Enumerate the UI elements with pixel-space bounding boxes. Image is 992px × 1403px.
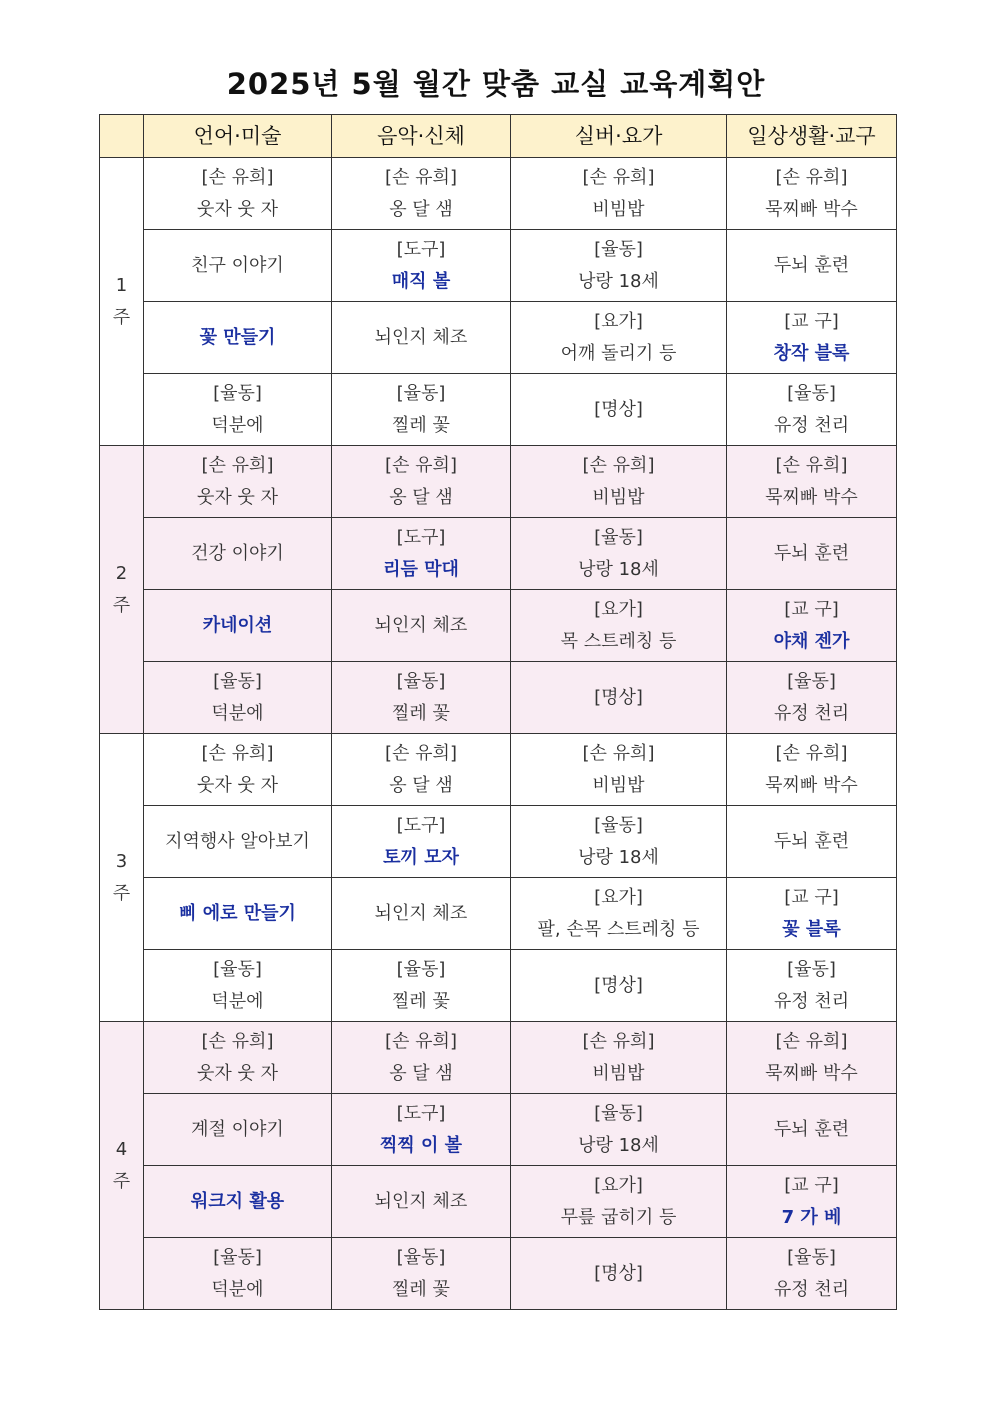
activity-name: 야채 젠가 [773, 630, 850, 652]
activity-tag: [손 유희] [385, 742, 457, 764]
cell-music-body [332, 806, 511, 878]
activity-name: 지역행사 알아보기 [165, 830, 310, 852]
cell-language-art [144, 734, 332, 806]
activity-name: 낭랑 18세 [578, 270, 659, 292]
cell-music-body [332, 230, 511, 302]
activity-tag: [손 유희] [582, 454, 655, 476]
activity-tag: [손 유희] [582, 742, 655, 764]
cell-language-art [144, 1238, 332, 1310]
cell-daily-tools [727, 806, 897, 878]
cell-silver-yoga [511, 1166, 727, 1238]
activity-name: [명상] [594, 686, 643, 708]
table-row [100, 878, 897, 950]
table-row [100, 374, 897, 446]
table-row [100, 950, 897, 1022]
activity-name: 덕분에 [211, 702, 264, 724]
activity-tag: [율동] [594, 1102, 643, 1124]
week-suffix: 주 [112, 306, 131, 328]
activity-name: 덕분에 [211, 1278, 264, 1300]
activity-name: 카네이션 [202, 614, 273, 636]
cell-silver-yoga [511, 806, 727, 878]
table-row [100, 662, 897, 734]
cell-music-body [332, 1094, 511, 1166]
activity-tag: [손 유희] [385, 1030, 457, 1052]
activity-tag: [율동] [594, 814, 643, 836]
activity-name: [명상] [594, 398, 643, 420]
activity-name: 삐 에로 만들기 [179, 902, 296, 924]
activity-tag: [율동] [396, 1246, 446, 1268]
cell-daily-tools [727, 1094, 897, 1166]
cell-silver-yoga [511, 230, 727, 302]
activity-tag: [손 유희] [385, 454, 457, 476]
week-suffix: 주 [112, 594, 131, 616]
activity-tag: [손 유희] [201, 166, 274, 188]
cell-music-body [332, 950, 511, 1022]
plan-body [100, 158, 897, 1310]
activity-name: 어깨 돌리기 등 [560, 342, 677, 364]
table-row [100, 1166, 897, 1238]
header-music-body: 음악·신체 [332, 115, 511, 158]
activity-tag: [율동] [787, 1246, 836, 1268]
week-number: 2 [115, 562, 128, 584]
activity-name: 옹 달 샘 [389, 774, 453, 796]
activity-tag: [손 유희] [775, 454, 848, 476]
page-title: 2025년 5월 월간 맞춤 교실 교육계획안 [226, 67, 766, 101]
activity-tag: [손 유희] [385, 166, 457, 188]
activity-name: 친구 이야기 [191, 254, 284, 276]
header-silver-yoga: 실버·요가 [511, 115, 727, 158]
week-suffix: 주 [112, 882, 131, 904]
activity-name: 꽃 만들기 [199, 326, 276, 348]
cell-language-art [144, 230, 332, 302]
activity-name: 유정 천리 [773, 414, 850, 436]
cell-silver-yoga [511, 374, 727, 446]
cell-language-art [144, 806, 332, 878]
activity-name: 옹 달 샘 [389, 198, 453, 220]
activity-name: 묵찌빠 박수 [765, 1062, 858, 1084]
cell-language-art [144, 1094, 332, 1166]
activity-name: 낭랑 18세 [578, 558, 659, 580]
cell-music-body [332, 662, 511, 734]
activity-tag: [손 유희] [201, 1030, 274, 1052]
activity-name: 7 가 베 [781, 1206, 842, 1228]
table-row [100, 806, 897, 878]
activity-name: 덕분에 [211, 990, 264, 1012]
activity-tag: [손 유희] [582, 166, 655, 188]
cell-daily-tools [727, 158, 897, 230]
cell-daily-tools [727, 374, 897, 446]
cell-daily-tools [727, 878, 897, 950]
cell-daily-tools [727, 302, 897, 374]
activity-tag: [요가] [594, 598, 643, 620]
activity-name: 유정 천리 [773, 1278, 850, 1300]
table-row [100, 230, 897, 302]
activity-tag: [율동] [787, 958, 836, 980]
cell-music-body [332, 590, 511, 662]
cell-daily-tools [727, 518, 897, 590]
activity-name: 찔레 꽃 [392, 702, 450, 724]
cell-music-body [332, 302, 511, 374]
activity-name: 두뇌 훈련 [773, 1118, 850, 1140]
activity-name: 두뇌 훈련 [773, 830, 850, 852]
activity-name: 웃자 웃 자 [197, 1062, 278, 1084]
cell-silver-yoga [511, 734, 727, 806]
activity-tag: [율동] [396, 670, 446, 692]
cell-silver-yoga [511, 662, 727, 734]
cell-music-body [332, 1238, 511, 1310]
cell-silver-yoga [511, 878, 727, 950]
activity-name: 웃자 웃 자 [197, 774, 278, 796]
header-language-art: 언어·미술 [144, 115, 332, 158]
table-row [100, 518, 897, 590]
activity-name: 뇌인지 체조 [374, 326, 468, 348]
week-number: 3 [115, 850, 128, 872]
activity-name: 리듬 막대 [383, 558, 459, 580]
cell-language-art [144, 374, 332, 446]
activity-name: 웃자 웃 자 [197, 198, 278, 220]
cell-music-body [332, 518, 511, 590]
activity-name: 찍찍 이 볼 [379, 1134, 463, 1156]
activity-tag: [율동] [213, 382, 262, 404]
cell-music-body [332, 1166, 511, 1238]
week-label [100, 446, 144, 734]
cell-daily-tools [727, 1166, 897, 1238]
cell-daily-tools [727, 662, 897, 734]
activity-name: 유정 천리 [773, 702, 850, 724]
cell-language-art [144, 590, 332, 662]
activity-tag: [율동] [594, 238, 643, 260]
activity-tag: [교 구] [784, 886, 839, 908]
activity-tag: [손 유희] [201, 742, 274, 764]
cell-language-art [144, 662, 332, 734]
header-daily-tools: 일상생활·교구 [727, 115, 897, 158]
activity-tag: [손 유희] [775, 742, 848, 764]
activity-tag: [교 구] [784, 1174, 839, 1196]
cell-music-body [332, 878, 511, 950]
activity-tag: [율동] [787, 670, 836, 692]
week-label [100, 734, 144, 1022]
activity-name: [명상] [594, 1262, 643, 1284]
activity-name: 낭랑 18세 [578, 1134, 659, 1156]
activity-name: 묵찌빠 박수 [765, 774, 858, 796]
cell-daily-tools [727, 1238, 897, 1310]
activity-name: [명상] [594, 974, 643, 996]
activity-tag: [교 구] [784, 598, 839, 620]
activity-name: 옹 달 샘 [389, 486, 453, 508]
cell-music-body [332, 374, 511, 446]
table-row [100, 158, 897, 230]
activity-tag: [요가] [594, 1174, 643, 1196]
cell-silver-yoga [511, 1022, 727, 1094]
activity-name: 비빔밥 [592, 774, 645, 796]
activity-tag: [요가] [594, 886, 643, 908]
activity-name: 찔레 꽃 [392, 414, 450, 436]
cell-silver-yoga [511, 590, 727, 662]
activity-tag: [도구] [396, 526, 446, 548]
cell-daily-tools [727, 734, 897, 806]
activity-tag: [교 구] [784, 310, 839, 332]
activity-name: 워크지 활용 [190, 1190, 285, 1212]
activity-name: 토끼 모자 [383, 846, 459, 868]
week-label [100, 158, 144, 446]
cell-daily-tools [727, 446, 897, 518]
cell-language-art [144, 158, 332, 230]
cell-silver-yoga [511, 158, 727, 230]
activity-tag: [손 유희] [582, 1030, 655, 1052]
header-row [100, 115, 897, 158]
activity-tag: [율동] [787, 382, 836, 404]
plan-table [99, 114, 897, 1310]
cell-silver-yoga [511, 302, 727, 374]
activity-tag: [율동] [213, 958, 262, 980]
cell-silver-yoga [511, 518, 727, 590]
activity-name: 묵찌빠 박수 [765, 486, 858, 508]
cell-daily-tools [727, 590, 897, 662]
activity-name: 비빔밥 [592, 198, 645, 220]
activity-name: 뇌인지 체조 [374, 902, 468, 924]
cell-music-body [332, 158, 511, 230]
activity-name: 매직 볼 [391, 270, 451, 292]
activity-name: 옹 달 샘 [389, 1062, 453, 1084]
week-label [100, 1022, 144, 1310]
table-row [100, 1238, 897, 1310]
cell-music-body [332, 446, 511, 518]
cell-daily-tools [727, 950, 897, 1022]
activity-tag: [율동] [396, 382, 446, 404]
activity-name: 찔레 꽃 [392, 1278, 450, 1300]
activity-name: 꽃 블록 [782, 918, 841, 940]
activity-tag: [도구] [396, 1102, 446, 1124]
cell-language-art [144, 518, 332, 590]
table-row [100, 1022, 897, 1094]
activity-tag: [요가] [594, 310, 643, 332]
activity-name: 뇌인지 체조 [374, 1190, 468, 1212]
week-number: 4 [115, 1138, 128, 1160]
table-row [100, 302, 897, 374]
cell-silver-yoga [511, 1238, 727, 1310]
cell-silver-yoga [511, 446, 727, 518]
activity-name: 뇌인지 체조 [374, 614, 468, 636]
cell-language-art [144, 1022, 332, 1094]
activity-name: 무릎 굽히기 등 [560, 1206, 677, 1228]
table-row [100, 446, 897, 518]
activity-tag: [손 유희] [775, 166, 848, 188]
activity-name: 낭랑 18세 [578, 846, 659, 868]
week-number: 1 [115, 274, 128, 296]
activity-name: 두뇌 훈련 [773, 254, 850, 276]
activity-tag: [율동] [213, 670, 262, 692]
activity-tag: [손 유희] [201, 454, 274, 476]
cell-silver-yoga [511, 950, 727, 1022]
activity-name: 건강 이야기 [191, 542, 284, 564]
activity-tag: [율동] [396, 958, 446, 980]
activity-tag: [도구] [396, 814, 446, 836]
header-week [100, 115, 144, 158]
cell-daily-tools [727, 1022, 897, 1094]
cell-language-art [144, 446, 332, 518]
table-row [100, 590, 897, 662]
activity-name: 두뇌 훈련 [773, 542, 850, 564]
activity-tag: [율동] [594, 526, 643, 548]
activity-name: 비빔밥 [592, 486, 645, 508]
activity-name: 웃자 웃 자 [197, 486, 278, 508]
week-suffix: 주 [112, 1170, 131, 1192]
cell-language-art [144, 1166, 332, 1238]
activity-tag: [도구] [396, 238, 446, 260]
cell-daily-tools [727, 230, 897, 302]
cell-music-body [332, 734, 511, 806]
cell-silver-yoga [511, 1094, 727, 1166]
activity-name: 목 스트레칭 등 [560, 630, 677, 652]
table-row [100, 734, 897, 806]
activity-name: 덕분에 [211, 414, 264, 436]
cell-language-art [144, 878, 332, 950]
activity-name: 팔, 손목 스트레칭 등 [537, 918, 700, 940]
activity-name: 비빔밥 [592, 1062, 645, 1084]
activity-name: 유정 천리 [773, 990, 850, 1012]
activity-name: 묵찌빠 박수 [765, 198, 858, 220]
table-row [100, 1094, 897, 1166]
activity-tag: [손 유희] [775, 1030, 848, 1052]
activity-name: 창작 블록 [773, 342, 850, 364]
cell-language-art [144, 950, 332, 1022]
activity-name: 찔레 꽃 [392, 990, 450, 1012]
cell-language-art [144, 302, 332, 374]
cell-music-body [332, 1022, 511, 1094]
activity-name: 계절 이야기 [191, 1118, 284, 1140]
activity-tag: [율동] [213, 1246, 262, 1268]
